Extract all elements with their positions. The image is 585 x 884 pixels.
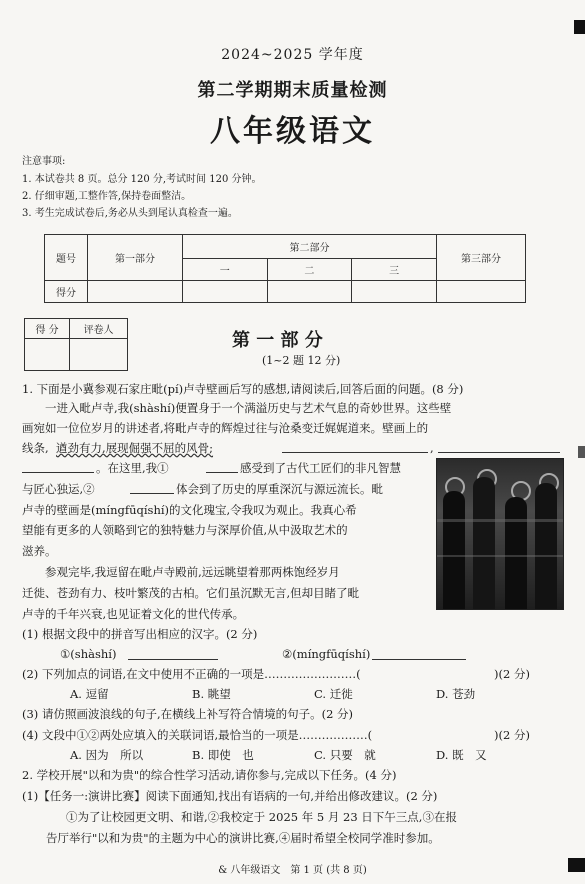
q1-imitate-blank-1b[interactable] (438, 441, 560, 453)
q1-para2-line2: 迁徙、苍劲有力、枝叶繁茂的古柏。它们虽沉默无言,但却目睹了毗 (22, 586, 360, 600)
score-cell[interactable] (267, 281, 352, 303)
score-table-header: 题号 (45, 235, 88, 281)
q2-stem: 2. 学校开展"以和为贵"的综合性学习活动,请你参与,完成以下任务。(4 分) (22, 768, 397, 782)
q2-notice-line1: ①为了让校园更文明、和谐,②我校定于 2025 年 5 月 23 日下午三点,③在报 (66, 810, 457, 824)
q1-line-treasure: 卢寺的壁画是(míngfūqíshí)的文化瑰宝,令我叹为观止。我真心希 (22, 503, 357, 517)
section-title: 第 一 部 分 (232, 330, 323, 351)
q1-imitate-blank-1[interactable] (282, 441, 428, 453)
q1-sub1-a-answer[interactable] (128, 648, 218, 660)
score-cell[interactable] (437, 281, 526, 303)
grader-table (24, 318, 128, 371)
notes-item-2: 2. 仔细审题,工整作答,保持卷面整洁。 (22, 191, 192, 202)
q1-line-nourish: 滋养。 (22, 544, 57, 558)
q1-sub1: (1) 根据文段中的拼音写出相应的汉字。(2 分) (22, 627, 258, 641)
q1-sub4-option-c[interactable]: C. 只要 就 (314, 748, 376, 762)
notes-item-1: 1. 本试卷共 8 页。总分 120 分,考试时间 120 分钟。 (22, 174, 262, 185)
notes-item-3: 3. 考生完成试卷后,务必从头到尾认真检查一遍。 (22, 208, 238, 219)
grader-score-label: 得 分 (25, 319, 70, 339)
mural-image (436, 458, 564, 610)
q1-sub1-b: ②(míngfūqíshí) (282, 647, 371, 661)
q2-notice-line2: 告厅举行"以和为贵"的主题为中心的演讲比赛,④届时希望全校同学准时参加。 (46, 831, 440, 845)
scan-mark-top-right (574, 20, 585, 34)
q1-sub4-option-b[interactable]: B. 即使 也 (192, 748, 254, 762)
exam-title: 第二学期期末质量检测 (197, 80, 388, 101)
grader-name-cell[interactable] (70, 339, 128, 371)
q1-sub4: (4) 文段中①②两处应填入的关联词语,最恰当的一项是………………( (22, 728, 373, 742)
q1-imitate-blank-2[interactable] (22, 461, 94, 473)
q1-sub2-option-c[interactable]: C. 迁徙 (314, 687, 353, 701)
q1-connective-blank-2[interactable] (130, 482, 174, 494)
score-table-sub-2: 二 (267, 259, 352, 281)
grader-label: 评卷人 (70, 319, 128, 339)
q1-sub2-option-a[interactable]: A. 逗留 (70, 687, 109, 701)
q1-sub2-option-b[interactable]: B. 眺望 (192, 687, 231, 701)
scan-mark-mid-right (578, 446, 585, 458)
q1-para1-line2: 画宛如一位位岁月的讲述者,将毗卢寺的辉煌过往与沧桑变迁娓娓道来。壁画上的 (22, 421, 429, 435)
q1-wavy-sentence: 遒劲有力,展现倔强不屈的风骨; (56, 441, 214, 455)
comma-mark: , (430, 441, 434, 455)
q1-sub2: (2) 下列加点的词语,在文中使用不正确的一项是……………………( (22, 667, 361, 681)
q1-sub2-score: )(2 分) (494, 667, 530, 681)
score-cell[interactable] (352, 281, 437, 303)
exam-subject: 八年级语文 (210, 114, 375, 149)
q1-stem: 1. 下面是小冀参观石家庄毗(pí)卢寺壁画后写的感想,请阅读后,回答后面的问题。(8 分) (22, 382, 464, 396)
q1-sub2-option-d[interactable]: D. 苍劲 (436, 687, 476, 701)
score-table-part3: 第三部分 (437, 235, 526, 281)
q1-para2-line1: 参观完毕,我逗留在毗卢寺殿前,远远眺望着那两株饱经岁月 (45, 565, 340, 579)
section-subtitle: (1~2 题 12 分) (262, 354, 341, 367)
score-table-score-label: 得分 (45, 281, 88, 303)
score-table-part2: 第二部分 (183, 235, 437, 259)
exam-year: 2024~2025 学年度 (221, 47, 364, 63)
q1-line-hope: 望能有更多的人领略到它的独特魅力与深厚价值,从中汲取艺术的 (22, 523, 348, 537)
page-footer: & 八年级语文 第 1 页 (共 8 页) (218, 865, 367, 876)
q1-line-craft-cont: 体会到了历史的厚重深沉与源远流长。毗 (176, 482, 383, 496)
q1-sub4-option-a[interactable]: A. 因为 所以 (70, 748, 144, 762)
q1-line-here: 。在这里,我① (96, 461, 169, 475)
q1-connective-blank-1[interactable] (206, 461, 238, 473)
q1-sub4-option-d[interactable]: D. 既 又 (436, 748, 487, 762)
score-cell[interactable] (88, 281, 183, 303)
score-table (44, 234, 526, 303)
q2-task1: (1)【任务一:演讲比赛】阅读下面通知,找出有语病的一句,并给出修改建议。(2 分) (22, 789, 438, 803)
q1-para2-line3: 卢寺的千年兴衰,也见证着文化的世代传承。 (22, 607, 245, 621)
q1-para1-line1: 一进入毗卢寺,我(shàshí)便置身于一个满溢历史与艺术气息的奇妙世界。这些壁 (45, 401, 452, 415)
q1-sub1-b-answer[interactable] (372, 648, 466, 660)
q1-line-craft: 与匠心独运,② (22, 482, 95, 496)
q1-sub4-score: )(2 分) (494, 728, 530, 742)
score-table-sub-3: 三 (352, 259, 437, 281)
q1-sub1-a: ①(shàshí) (60, 647, 117, 661)
score-table-part1: 第一部分 (88, 235, 183, 281)
q1-line-here-cont: 感受到了古代工匠们的非凡智慧 (240, 461, 401, 475)
q1-para1-line3-start: 线条, (22, 441, 49, 455)
q1-sub3: (3) 请仿照画波浪线的句子,在横线上补写符合情境的句子。(2 分) (22, 707, 354, 721)
notes-title: 注意事项: (22, 156, 66, 167)
score-table-sub-1: 一 (183, 259, 268, 281)
grader-score-cell[interactable] (25, 339, 70, 371)
score-cell[interactable] (183, 281, 268, 303)
